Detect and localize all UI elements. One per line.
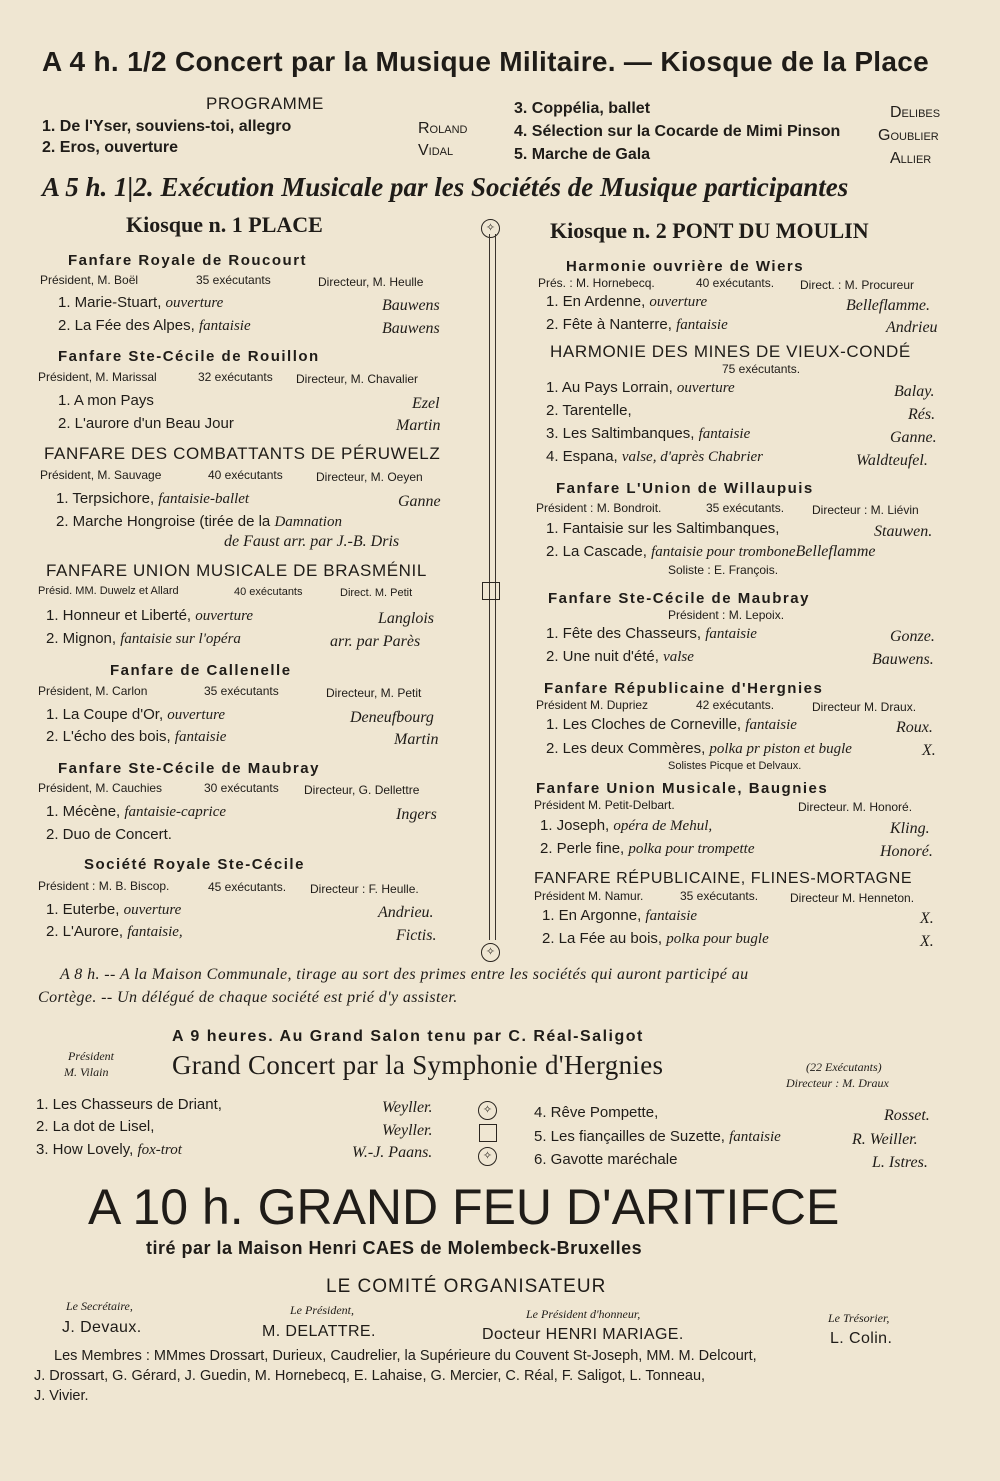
society-president: Président M. Petit-Delbart. [534,798,675,812]
piece-form: fantaisie-ballet [158,491,250,507]
piece-title: 2. La Cascade, [546,543,652,560]
society-name: FANFARE UNION MUSICALE DE BRASMÉNIL [46,561,427,580]
piece-composer: Bauwens [382,297,440,314]
society-name: Fanfare Union Musicale, Baugnies [536,780,829,797]
society-name: Fanfare de Callenelle [110,662,292,679]
society-executants: 35 exécutants [196,273,271,287]
symphonie-executants: (22 Exécutants) [806,1060,882,1074]
piece-composer: R. Weiller. [852,1131,918,1148]
society-name: HARMONIE DES MINES DE VIEUX-CONDÉ [550,342,911,361]
ornament-middle-icon [482,582,500,605]
piece-form: fantaisie [745,717,797,733]
piece-title: 2. Tarentelle, [546,402,632,419]
piece-title: 1. Honneur et Liberté, [46,607,196,624]
piece-title: 2. Marche Hongroise (tirée de la [56,513,275,530]
piece-composer: Andrieu [886,319,938,336]
piece-title: 1. Fantaisie sur les Saltimbanques, [546,520,780,537]
society-president: Président M. Dupriez [536,698,649,712]
piece-title: 2. L'écho des bois, [46,728,175,745]
piece-composer: Ezel [412,395,440,412]
piece-soloist: Solistes Picque et Delvaux. [668,760,802,772]
piece-title: 1. Euterbe, [46,901,124,918]
execution-title: A 5 h. 1|2. Exécution Musicale par les Sociétés de Musique participantes [42,172,849,202]
society-director: Directeur : M. Liévin [812,503,919,517]
piece-soloist: Soliste : E. François. [668,563,779,577]
piece-title: 2. Duo de Concert. [46,826,172,843]
society-executants: 35 exécutants. [680,889,759,903]
ornament-top-icon: ✧ [481,218,500,238]
piece-composer: Bauwens. [872,651,934,668]
society-executants: 32 exécutants [198,370,273,384]
ornament-icon: ✧ [478,1100,497,1120]
piece-form: valse, d'après Chabrier [621,449,764,465]
piece-form: ouverture [123,902,182,918]
society-director: Directeur, M. Heulle [318,275,424,289]
committee-members-line2: J. Drossart, G. Gérard, J. Guedin, M. Hornebecq, E. Lahaise, G. Mercier, C. Réal, F. Saligot, L. Tonneau, [34,1368,706,1384]
prog-item: 3. Coppélia, ballet [514,100,651,117]
piece-form: fantaisie [174,729,227,745]
piece-note: de Faust arr. par J.-B. Dris [224,533,400,550]
society-executants: 35 exécutants. [706,501,785,515]
piece-composer: Andrieu. [378,904,434,921]
society-president: Présid. MM. Duwelz et Allard [38,585,179,597]
piece-composer: Bauwens [382,320,440,337]
committee-title: LE COMITÉ ORGANISATEUR [326,1276,607,1297]
symphonie-president-label: Président [68,1049,114,1063]
piece-composer: Kling. [890,820,930,837]
society-name: Fanfare Ste-Cécile de Maubray [58,760,320,777]
society-executants: 40 exécutants. [696,276,775,290]
piece-form: fantaisie pour trombone [651,544,796,560]
society-director: Directeur, G. Dellettre [304,783,420,797]
society-director: Directeur : F. Heulle. [310,882,419,896]
piece-composer: Belleflamme. [846,297,930,314]
society-director: Directeur M. Draux. [812,700,917,714]
society-president: Président, M. Boël [40,273,139,287]
piece-title: 2. La Fée des Alpes, [58,317,199,334]
piece-title: 1. Terpsichore, [56,490,159,507]
society-president: Président, M. Cauchies [38,781,163,795]
piece-title: 4. Rêve Pompette, [534,1104,659,1121]
piece-title: 2. Une nuit d'été, [546,648,664,665]
ornament-square-icon [479,1124,497,1147]
prog-item: 2. Eros, ouverture [42,139,179,156]
society-president: Président, M. Sauvage [40,468,162,482]
prog-composer: Roland [418,120,468,137]
piece-form: ouverture [649,294,708,310]
piece-title: 6. Gavotte maréchale [534,1151,678,1168]
piece-form: Damnation [274,514,342,530]
society-executants: 42 exécutants. [696,698,775,712]
piece-composer: X. [920,910,934,927]
piece-composer: X. [920,933,934,950]
piece-form: opéra de Mehul, [613,818,713,834]
piece-composer: Ganne [398,493,441,510]
society-name: Société Royale Ste-Cécile [84,856,305,873]
piece-title: 1. Marie-Stuart, [58,294,166,311]
society-president: Président, M. Marissal [38,370,157,384]
society-director: Direct. : M. Procureur [800,278,915,292]
piece-title: 1. La Coupe d'Or, [46,706,168,723]
society-president: Président : M. Bondroit. [536,501,662,515]
piece-composer: X. [922,742,936,759]
piece-form: valse [663,649,694,665]
prog-composer: Allier [890,150,932,167]
tirage-notice-line2: Cortège. -- Un délégué de chaque société est prié d'y assister. [38,989,458,1006]
tirage-notice-line1: A 8 h. -- A la Maison Communale, tirage au sort des primes entre les sociétés qui auront participé au [60,966,749,983]
concert-title: A 4 h. 1/2 Concert par la Musique Militaire. — Kiosque de la Place [42,46,930,77]
piece-composer: Stauwen. [874,523,933,540]
piece-composer: Langlois [378,610,435,627]
symphonie-director: Directeur : M. Draux [786,1076,889,1090]
committee-member-name: J. Devaux. [62,1319,142,1336]
committee-role: Le Trésorier, [828,1311,890,1325]
piece-form: polka pour bugle [666,931,769,947]
piece-form: fantaisie [198,318,251,334]
piece-composer: Weyller. [382,1122,433,1139]
piece-composer: Rosset. [884,1107,930,1124]
prog-composer: Goublier [878,127,939,144]
piece-composer: Martin [394,731,439,748]
piece-title: 1. Fête des Chasseurs, [546,625,706,642]
kiosque-1-title: Kiosque n. 1 PLACE [126,212,323,237]
piece-form: fantaisie, [127,924,183,940]
kiosque-2-title: Kiosque n. 2 PONT DU MOULIN [550,218,869,243]
society-executants: 30 exécutants [204,781,279,795]
society-name: Fanfare L'Union de Willaupuis [556,480,814,497]
piece-title: 1. Au Pays Lorrain, [546,379,677,396]
piece-composer: Rés. [908,406,936,423]
society-director: Directeur, M. Chavalier [296,372,419,386]
piece-form: ouverture [165,295,224,311]
prog-item: 5. Marche de Gala [514,146,651,163]
committee-role: Le Président d'honneur, [526,1307,641,1321]
piece-form: fantaisie-caprice [124,804,227,820]
prog-composer: Vidal [418,142,454,159]
piece-title: 2. L'Aurore, [46,923,128,940]
committee-role: Le Président, [290,1303,354,1317]
prog-composer: Delibes [890,104,941,121]
society-president: Président : M. Lepoix. [668,608,785,622]
piece-composer: Weyller. [382,1099,433,1116]
committee-role: Le Secrétaire, [66,1299,133,1313]
society-executants: 40 exécutants [234,586,303,598]
piece-composer: Balay. [894,383,935,400]
piece-form: polka pour trompette [628,841,755,857]
piece-form: polka pr piston et bugle [709,741,852,757]
society-name: Fanfare Ste-Cécile de Maubray [548,590,810,607]
piece-form: fantaisie [729,1129,781,1145]
piece-composer: Roux. [896,719,933,736]
committee-members-line3: J. Vivier. [34,1388,89,1404]
piece-title: 1. Les Cloches de Corneville, [546,716,746,733]
piece-composer: Ganne. [890,429,937,446]
piece-form: fox-trot [137,1142,182,1158]
grand-salon-header: A 9 heures. Au Grand Salon tenu par C. Réal-Saligot [172,1028,644,1045]
society-name: Fanfare Républicaine d'Hergnies [544,680,824,697]
piece-composer: Belleflamme [795,543,876,560]
piece-composer: Deneufbourg [350,709,434,726]
society-name: FANFARE DES COMBATTANTS DE PÉRUWELZ [44,444,441,463]
fireworks-title: A 10 h. GRAND FEU D'ARITIFCE [88,1179,840,1235]
prog-item: 1. De l'Yser, souviens-toi, allegro [42,118,292,135]
society-director: Directeur. M. Honoré. [798,800,913,814]
programme-label: PROGRAMME [206,94,324,113]
piece-title: 2. Perle fine, [540,840,629,857]
piece-form: ouverture [195,608,254,624]
piece-title: 2. La Fée au bois, [542,930,667,947]
piece-form: fantaisie [705,626,757,642]
ornament-bottom-icon: ✧ [481,942,500,962]
society-name: Harmonie ouvrière de Wiers [566,258,805,275]
committee-member-name: Docteur HENRI MARIAGE. [482,1326,684,1343]
piece-composer: Martin [396,417,441,434]
piece-title: 2. Les deux Commères, [546,740,710,757]
society-executants: 40 exécutants [208,468,283,482]
piece-title: 1. Les Chasseurs de Driant, [36,1096,222,1113]
piece-title: 1. Mécène, [46,803,125,820]
piece-title: 4. Espana, [546,448,622,465]
piece-composer: Ingers [396,806,437,823]
symphonie-president-name: M. Vilain [64,1065,109,1079]
piece-composer: Fictis. [396,927,437,944]
piece-form: ouverture [167,707,226,723]
ornament-icon: ✧ [478,1146,497,1166]
piece-title: 1. En Ardenne, [546,293,650,310]
piece-title: 1. Joseph, [540,817,614,834]
committee-members-line1: Les Membres : MMmes Drossart, Durieux, Caudrelier, la Supérieure du Couvent St-Joseph, MM. M. Delcourt, [54,1348,757,1364]
piece-title: 2. La dot de Lisel, [36,1118,155,1135]
committee-member-name: L. Colin. [830,1330,893,1347]
society-executants: 75 exécutants. [722,362,801,376]
piece-form: fantaisie [645,908,698,924]
piece-composer: Waldteufel. [856,452,928,469]
society-director: Directeur, M. Oeyen [316,470,423,484]
piece-form: fantaisie [698,426,751,442]
society-name: FANFARE RÉPUBLICAINE, FLINES-MORTAGNE [534,870,913,887]
piece-composer: W.-J. Paans. [352,1144,433,1161]
society-director: Directeur, M. Petit [326,686,422,700]
society-president: Président : M. B. Biscop. [38,879,170,893]
piece-title: 5. Les fiançailles de Suzette, [534,1128,730,1145]
society-executants: 45 exécutants. [208,880,287,894]
prog-item: 4. Sélection sur la Cocarde de Mimi Pinson [514,123,841,140]
society-director: Directeur M. Henneton. [790,891,915,905]
piece-composer: L. Istres. [872,1154,928,1171]
society-president: Président, M. Carlon [38,684,148,698]
society-president: Prés. : M. Hornebecq. [538,276,655,290]
piece-title: 2. Mignon, [46,630,121,647]
society-name: Fanfare Ste-Cécile de Rouillon [58,348,320,365]
society-president: Président M. Namur. [534,889,644,903]
piece-title: 3. How Lovely, [36,1141,138,1158]
piece-title: 1. A mon Pays [58,392,154,409]
piece-composer: Honoré. [880,843,933,860]
society-name: Fanfare Royale de Roucourt [68,252,308,269]
fireworks-subtitle: tiré par la Maison Henri CAES de Molembeck-Bruxelles [146,1238,643,1258]
piece-form: ouverture [676,380,735,396]
symphonie-title: Grand Concert par la Symphonie d'Hergnies [172,1050,664,1080]
piece-composer: Gonze. [890,628,935,645]
piece-form: fantaisie [676,317,728,333]
committee-member-name: M. DELATTRE. [262,1323,376,1340]
piece-title: 3. Les Saltimbanques, [546,425,699,442]
society-executants: 35 exécutants [204,684,279,698]
piece-title: 1. En Argonne, [542,907,646,924]
piece-title: 2. Fête à Nanterre, [546,316,677,333]
society-director: Direct. M. Petit [340,587,413,599]
piece-form: fantaisie sur l'opéra [120,631,241,647]
piece-composer: arr. par Parès [330,633,421,650]
piece-title: 2. L'aurore d'un Beau Jour [58,415,234,432]
